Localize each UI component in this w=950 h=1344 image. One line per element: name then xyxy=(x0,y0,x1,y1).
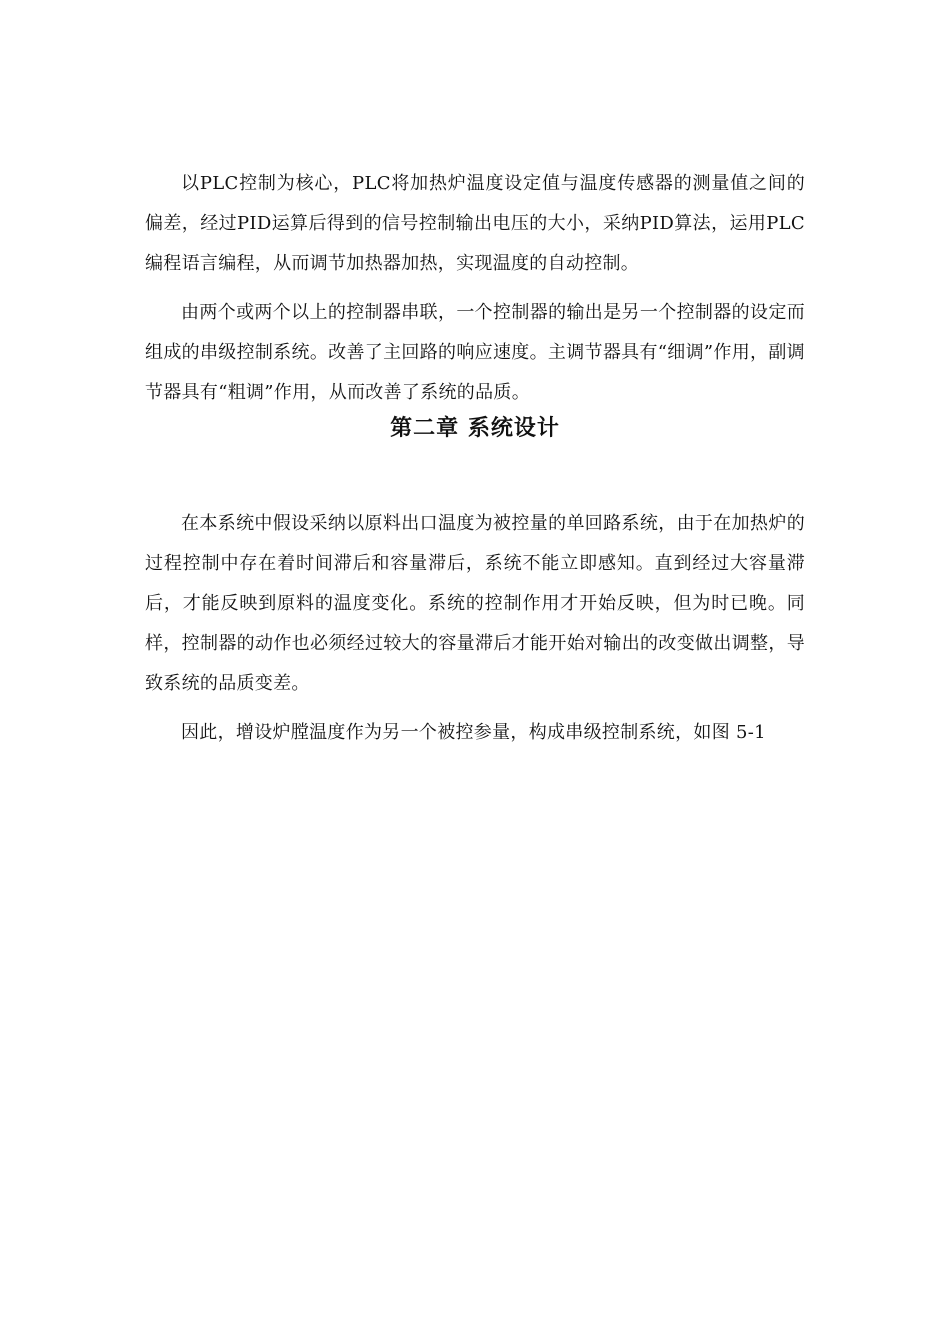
paragraph-single-loop: 在本系统中假设采纳以原料出口温度为被控量的单回路系统，由于在加热炉的过程控制中存在着时间滞后和容量滞后，系统不能立即感知。直到经过大容量滞后，才能反映到原料的温度变化。系统的控制作用才开始反映，但为时已晚。同样，控制器的动作也必须经过较大的容量滞后才能开始对输出的改变做出调整，导致系统的品质变差。 xyxy=(145,513,805,694)
intro-section xyxy=(145,164,805,413)
paragraph-plc-control: 以PLC控制为核心，PLC将加热炉温度设定值与温度传感器的测量值之间的偏差，经过PID运算后得到的信号控制输出电压的大小，采纳PID算法，运用PLC编程语言编程，从而调节加热器加热，实现温度的自动控制。 xyxy=(145,173,805,274)
chapter-title: 第二章 系统设计 xyxy=(390,416,560,441)
paragraph-cascade-control: 由两个或两个以上的控制器串联，一个控制器的输出是另一个控制器的设定而组成的串级控制系统。改善了主回路的响应速度。主调节器具有“细调”作用，副调节器具有“粗调”作用，从而改善了系统的品质。 xyxy=(145,302,805,403)
paragraph-therefore: 因此，增设炉膛温度作为另一个被控参量，构成串级控制系统，如图 5-1 xyxy=(181,722,766,743)
system-design-section xyxy=(145,504,805,753)
